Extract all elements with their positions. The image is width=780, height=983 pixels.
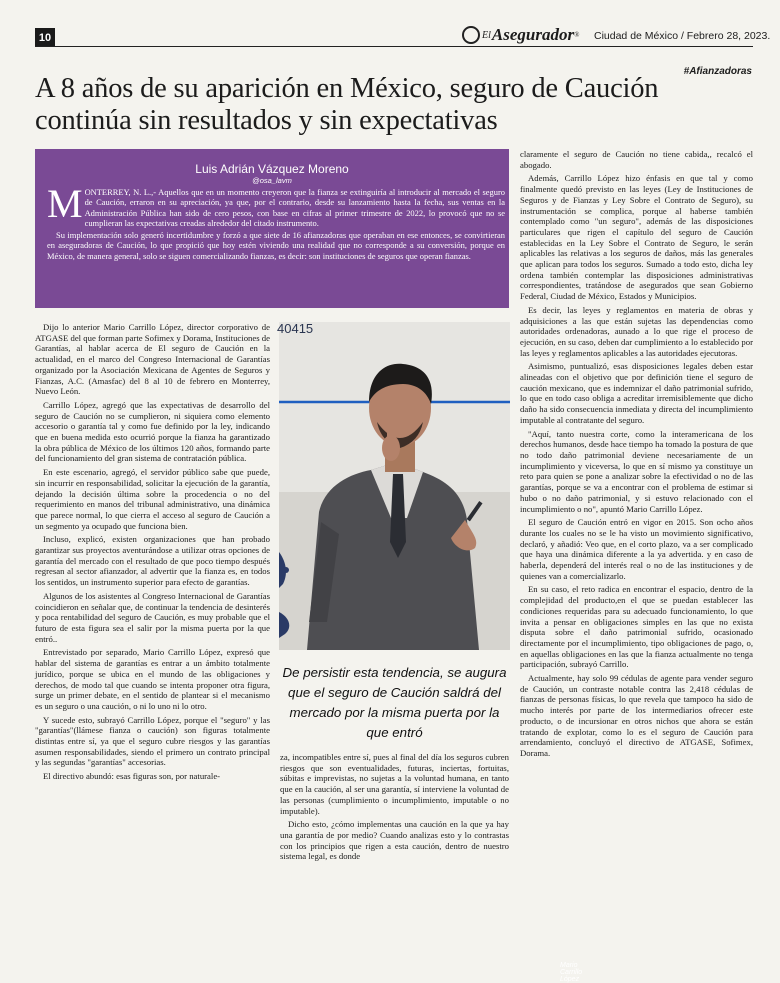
pull-quote: De persistir esta tendencia, se augura que el seguro de Caución saldrá del mercado por la misma puerta por la que entró	[282, 665, 507, 740]
column-1-paragraph: Algunos de los asistentes al Congreso Internacional de Garantías coincidieron en señalar que, de continuar la tendencia de desinterés y poca rentabilidad del seguro de Caución, es muy probable que el futuro de esta figura sea el salir por la misma puerta por la que entró..	[35, 590, 270, 644]
column-3-paragraph: Actualmente, hay solo 99 cédulas de agente para vender seguro de Caución, un contraste notable contra las 2,418 cédulas de fianzas de personas físicas, lo que revela que tampoco ha sido de mucho interés por parte de los intermediarios ofrecer este producto, o de incursionar en otros nichos que ahora se están tratando de explotar, como lo es el seguro de Caución para arrendamiento, concluyó el directivo de ATGASE, Sofimex, Dorama.	[520, 673, 753, 758]
column-3-paragraph: En su caso, el reto radica en encontrar el espacio, dentro de la complejidad del producto,en el que se puedan establecer las condiciones requeridas para su adecuado funcionamiento, lo que invita a pensar en obligaciones simples en las que no exista disputa sobre el daño patrimonial sufrido, ocasionado directamente por el incumplimiento, tipo obligaciones de pago, o, en aquellas obligaciones en las que la fianza actualmente no tenga participación, subrayó Carrillo.	[520, 584, 753, 670]
masthead-logo	[462, 25, 579, 45]
speaker-photo-illustration	[279, 322, 510, 650]
lead-paragraph-2: Su implementación solo generó incertidumbre y forzó a que siete de 16 afianzadoras que operaban en ese entonces, se convirtieran en aseguradoras de Caución, lo que propició que hoy estén viviendo una realidad que no corresponde a su conversión, porque en México, de manera general, solo se siguen comercializando fianzas, es decir: son instituciones de seguros que operan fianzas.	[47, 229, 505, 261]
column-3-paragraph: Además, Carrillo López hizo énfasis en que tal y como finalmente quedó previsto en las leyes (Ley de Instituciones de Seguros y de Fianzas y Ley Sobre el Contrato de Seguro), su instrumentación se complica, porque al haberse también contemplado como "un seguro", además de las disposiciones particulares que rigen el capítulo del seguro de Caución establecidas en la Ley Sobre el Contrato de Seguro, le serán aplicables las relativas a los seguros de daños, más las generales que aplican para todos los seguros. Sumado a todo esto, dicha ley ordena también contemplar las disposiciones administrativas correspondientes, tratándose de asegurados que sean Gobierno Federal, Ciudad de México, Estados y Municipios.	[520, 173, 753, 302]
logo-circle-icon	[462, 26, 480, 44]
column-3-paragraph: claramente el seguro de Caución no tiene cabida,, recalcó el abogado.	[520, 149, 753, 170]
lead-paragraph-1-text: ONTERREY, N. L.,- Aquellos que en un momento creyeron que la fianza se extinguiría al introducir al mercado el seguro de Caución, erraron en su apreciación, ya que, por el contrario, desde su lanzamiento hasta la fecha, sus ventas en la Administración Pública han sido de cero pesos, con base en cifras al primer trimestre de 2022, lo provocó que no se cumplieran las expectativas creadas alrededor del citado instrumento.	[84, 187, 505, 229]
lead-box	[35, 149, 509, 308]
column-1-paragraph: En este escenario, agregó, el servidor público sabe que puede, sin incurrir en responsabilidad, solicitar la ejecución de la garantía, dejando la decisión última sobre la procedencia o no del requerimiento en manos del tribunal administrativo, una dinámica que parece normal, lo que cierra el acceso al seguro de Caución a un segmento ya ocupado que funciona bien.	[35, 467, 270, 531]
author-handle: @osa_lavm	[252, 176, 292, 185]
column-1-paragraph: El directivo abundó: esas figuras son, por naturale-	[43, 771, 221, 782]
page-number: 10	[35, 28, 55, 47]
column-1-paragraph: Dijo lo anterior Mario Carrillo López, director corporativo de ATGASE del que forman parte Sofimex y Dorama, Instituciones de Garantías, al hablar acerca de El seguro de Caución en la actualidad, en el marco del Congreso Internacional de Garantías organizado por la Asociación Mexicana de Agentes de Seguros y Fianzas, A.C. (Amasfac) del 8 al 10 de febrero en Monterrey, Nuevo León.	[35, 322, 270, 397]
author-name: Luis Adrián Vázquez Moreno	[195, 162, 349, 176]
logo-registered-mark: ®	[574, 31, 580, 39]
column-3	[520, 149, 753, 762]
column-1-paragraph: Entrevistado por separado, Mario Carrillo López, expresó que hablar del sistema de garantías es entrar a un ámbito totalmente jurídico, porque se ubica en el mundo de las obligaciones y derechos, de modo tal que cuando se intenta proponer otra figura, surge un primer debate, en el sentido de plantear si el mecanismo es un seguro o una caución, o ni lo uno ni lo otro.	[35, 647, 270, 711]
logo-name: Asegurador	[491, 25, 575, 44]
drop-cap: M	[47, 181, 83, 226]
column-2-paragraph: za, incompatibles entre sí, pues al final del día los seguros cubren riesgos que son eventualidades, futuras, inciertas, fortuitas, súbitas e imprevistas, no sujetas a la voluntad humana, en tanto que en la caución, al ser una garantía, sí interviene la voluntad de las personas (cumplimiento o incumplimiento, imputable o no imputable).	[280, 752, 509, 816]
headline-line-2: continúa sin resultados y sin expectativas	[35, 105, 498, 136]
dateline: Ciudad de México / Febrero 28, 2023.	[594, 30, 771, 42]
column-1-paragraph: Y sucede esto, subrayó Carrillo López, porque el "seguro" y las "garantías"(llámese fianza o caución) son figuras totalmente distintas entre sí, ya que el seguro cubre riesgos y las garantías asumen responsabilidades, siendo el primero un contrato principal y las segundas "garantías" accesorias.	[35, 714, 270, 768]
headline-line-1: A 8 años de su aparición en México, seguro de Caución	[35, 73, 659, 104]
column-2-paragraph: Dicho esto, ¿cómo implementas una caución en la que ya hay una garantía de por medio? Cuando analizas esto y lo contrastas con los principios que rigen a esta caución, dentro de nuestro sistema legal, es donde	[280, 819, 509, 862]
headline	[35, 73, 755, 137]
column-3-paragraph: Asimismo, puntualizó, esas disposiciones legales deben estar alineadas con el objetivo que por definición tiene el seguro de caución mexicano, que es indemnizar el daño patrimonial sufrido, lo que en todo caso obliga a acreditar irremisiblemente que dicho daño ha sido consecuencia inmediata y directa del incumplimiento imputable al contratante del seguro.	[520, 361, 753, 425]
photo-caption: Mario Carrillo López	[560, 962, 583, 983]
lead-text	[47, 181, 505, 261]
column-3-paragraph: El seguro de Caución entró en vigor en 2015. Son ocho años durante los cuales no se le ha visto un movimiento significativo, declaró, y añadió: Veo que, en el corto plazo, va a ser complicado que haya una dinámica diferente a la ya advertida. y en caso de haberla, dependerá del interés real o no de las instituciones y de quienes van a comercializarlo.	[520, 517, 753, 581]
column-2	[280, 752, 509, 865]
column-3-paragraph: "Aquí, tanto nuestra corte, como la interamericana de los derechos humanos, desde hace tiempo ha tomado la postura de que no todo daño patrimonial deviene necesariamente de un incumplimiento y viceversa, lo que en sí mismo ya constituye un reto para quien se pone a analizar sobre la efectividad o no de las garantías, porque se va a encontrar con el problema de estimar si hubo o no daño patrimonial, y si estuvo relacionado con el incumplimiento o no", apuntó Mario Carrillo López.	[520, 428, 753, 514]
column-1	[35, 322, 270, 785]
column-1-paragraph: Incluso, explicó, existen organizaciones que han probado garantizar sus proyectos aventurándose a utilizar otras opciones de garantía del mercado con el resultado de que poco tiempo después regresan al sector afianzador, al advertir que la fianza es, en todos los sentidos, un instrumento superior para efecto de garantías.	[35, 534, 270, 588]
logo-prefix: El	[482, 29, 491, 41]
screen-text: 40415	[277, 321, 314, 336]
section-tag: #Afianzadoras	[683, 66, 752, 77]
page-header	[0, 0, 780, 50]
lead-paragraph-1	[47, 181, 505, 229]
column-1-paragraph: Carrillo López, agregó que las expectativas de desarrollo del seguro de Caución no se cumplieron, ni siquiera como elemento accesorio o garantía tal y como fue definido por la ley, indicando que en buena medida esto ocurrió porque la fianza ha garantizado la obra pública de México de los últimos 120 años, formando parte del funcionamiento del gran sistema de contratación pública.	[35, 399, 270, 464]
header-rule	[35, 46, 753, 47]
column-3-paragraph: Es decir, las leyes y reglamentos en materia de obras y adquisiciones a las que están sujetas las dependencias como autoridades ordenadoras, aunado a lo que rige el proceso de ejecución, en su caso, deben dar cumplimiento a lo establecido por las leyes y reglamentos aplicables a las autoridades ejecutoras.	[520, 304, 753, 358]
